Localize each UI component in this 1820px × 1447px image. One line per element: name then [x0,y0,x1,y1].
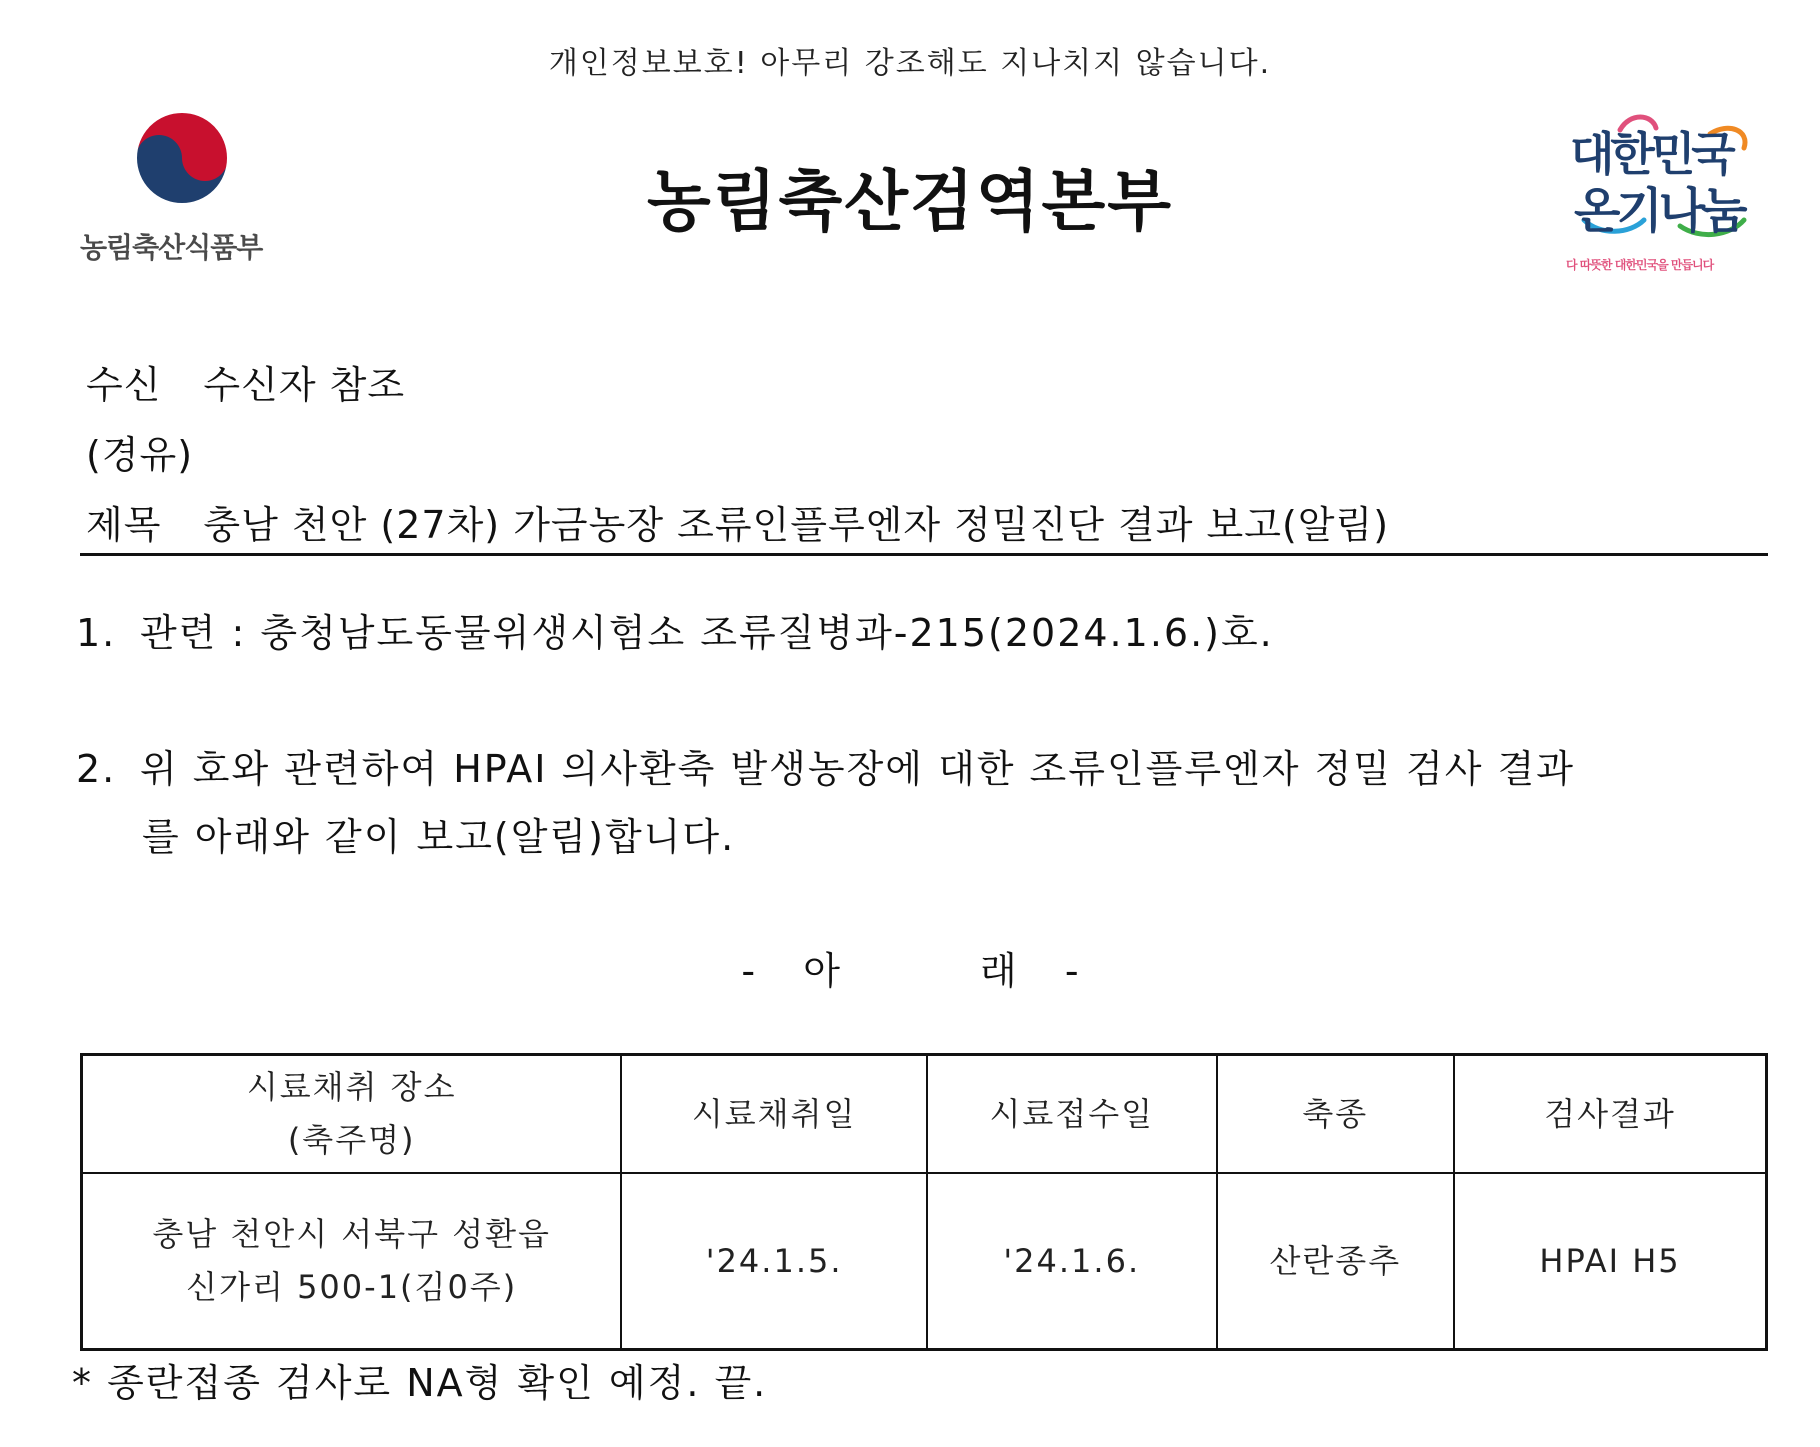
recipient-key: 수신 [86,363,162,407]
cell-location-line1: 충남 천안시 서북구 성환읍 [152,1215,551,1254]
below-right-dash: - [1064,949,1079,993]
header-species: 축종 [1217,1055,1454,1174]
via-line: (경유) [86,433,194,477]
recipient-line [86,354,405,409]
result-table [80,1053,1768,1351]
campaign-logo [1560,108,1780,288]
header-location-line1: 시료채취 장소 [246,1068,457,1107]
below-left-dash: - [741,949,756,993]
footnote: * 종란접종 검사로 NA형 확인 예정. 끝. [72,1361,768,1405]
below-ah: 아 [803,949,840,993]
below-marker [0,940,1820,995]
campaign-line1: 대한민국 [1570,127,1732,181]
table-row [82,1173,1767,1350]
campaign-line2: 온기나눔 [1574,183,1744,239]
paragraph-1-text: 관련 : 충청남도동물위생시험소 조류질병과-215(2024.1.6.)호. [140,611,1274,655]
cell-location-line2: 신가리 500-1(김0주) [186,1268,518,1306]
paragraph-2-text-line1: 위 호와 관련하여 HPAI 의사환축 발생농장에 대한 조류인플루엔자 정밀 검사 결과 [140,747,1576,791]
cell-result: HPAI H5 [1454,1173,1766,1350]
privacy-notice: 개인정보보호! 아무리 강조해도 지나치지 않습니다. [548,46,1272,81]
header-result: 검사결과 [1454,1055,1766,1174]
paragraph-1-number: 1. [76,611,117,655]
cell-sample-date: '24.1.5. [621,1173,927,1350]
header-location [82,1055,622,1174]
ministry-name: 농림축산식품부 [80,231,263,264]
agency-title: 농림축산검역본부 [646,163,1174,240]
subject-divider [80,553,1768,556]
paragraph-2-number: 2. [76,747,117,791]
paragraph-2 [76,738,1575,793]
subject-line [86,494,1389,549]
recipient-value: 수신자 참조 [203,363,406,407]
paragraph-2-text-line2: 를 아래와 같이 보고(알림)합니다. [142,815,736,859]
cell-receipt-date: '24.1.6. [927,1173,1217,1350]
below-rae: 래 [980,949,1017,993]
subject-value: 충남 천안 (27차) 가금농장 조류인플루엔자 정밀진단 결과 보고(알림) [203,503,1390,547]
cell-location [82,1173,622,1350]
table-header-row [82,1055,1767,1174]
header-sample-date: 시료채취일 [621,1055,927,1174]
paragraph-1 [76,602,1274,657]
campaign-tagline: 다 따뜻한 대한민국을 만듭니다 [1566,258,1714,272]
header-location-line2: (축주명) [287,1121,416,1159]
subject-key: 제목 [86,503,162,547]
cell-species: 산란종추 [1217,1173,1454,1350]
header-receipt-date: 시료접수일 [927,1055,1217,1174]
